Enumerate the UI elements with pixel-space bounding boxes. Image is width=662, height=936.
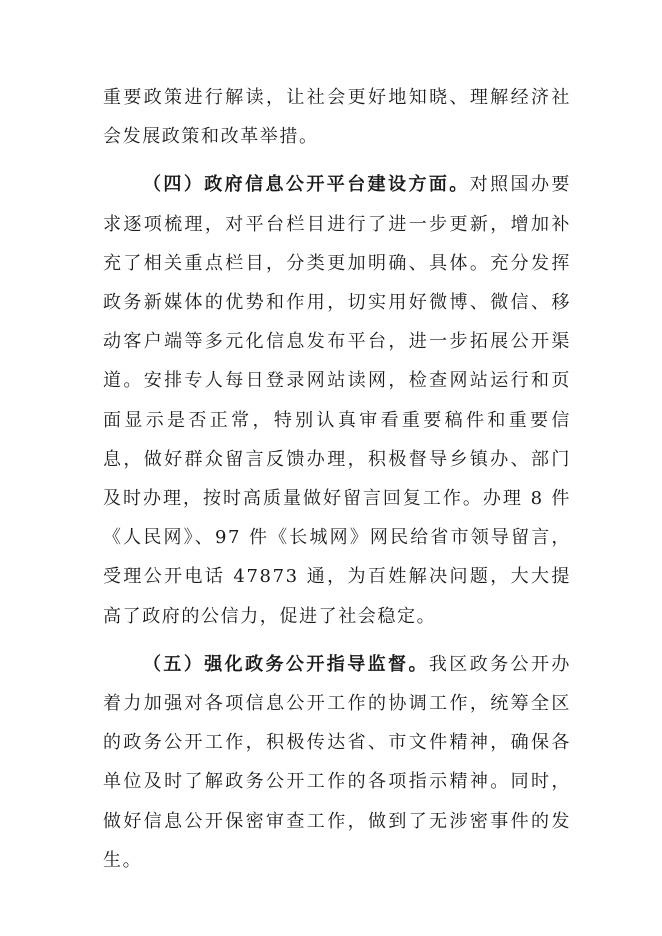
section-heading-5: （五）强化政务公开指导监督。 xyxy=(143,653,429,675)
paragraph-platform-construction xyxy=(103,165,571,635)
paragraph-continuation xyxy=(103,78,571,156)
paragraph-supervision xyxy=(103,645,571,880)
paragraph-body: 对照国办要求逐项梳理，对平台栏目进行了进一步更新，增加补充了相关重点栏目，分类更加明确、具体。充分发挥政务新媒体的优势和作用，切实用好微博、微信、移动客户端等多元化信息发布平台，进一步拓展公开渠道。安排专人每日登录网站读网，检查网站运行和页面显示是否正常，特别认真审看重要稿件和重要信息，做好群众留言反馈办理，积极督导乡镇办、部门及时办理，按时高质量做好留言回复工作。办理 8 件《人民网》、97 件《长城网》网民给省市领导留言，受理公开电话 47873 通，为百姓解决问题，大大提高了政府的公信力，促进了社会稳定。 xyxy=(103,174,571,627)
paragraph-body: 重要政策进行解读，让社会更好地知晓、理解经济社会发展政策和改革举措。 xyxy=(103,87,571,148)
paragraph-body: 我区政务公开办着力加强对各项信息公开工作的协调工作，统筹全区的政务公开工作，积极传达省、市文件精神，确保各单位及时了解政务公开工作的各项指示精神。同时，做好信息公开保密审查工作，做到了无涉密事件的发生。 xyxy=(103,653,571,871)
section-heading-4: （四）政府信息公开平台建设方面。 xyxy=(143,174,470,196)
document-body xyxy=(103,78,571,889)
